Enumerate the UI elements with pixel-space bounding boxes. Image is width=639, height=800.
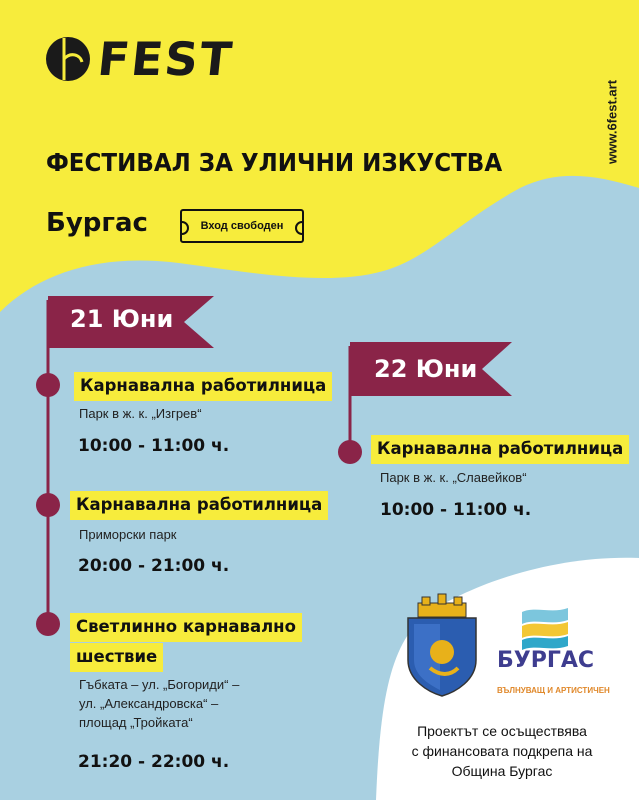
day2-event1-dot (338, 440, 362, 464)
free-entry-label: Вход свободен (200, 220, 284, 232)
website-url[interactable]: www.6fest.art (604, 79, 620, 165)
day1-event3-location-line3: площад „Тройката“ (79, 715, 193, 730)
day1-event2-name: Карнавална работилница (70, 491, 328, 520)
funding-note (392, 722, 612, 782)
day1-event1-time: 10:00 - 11:00 ч. (78, 436, 230, 456)
day1-event2-time: 20:00 - 21:00 ч. (78, 556, 230, 576)
funding-line3: Община Бургас (451, 762, 553, 779)
day2-label: 22 Юни (374, 355, 478, 383)
day2-event1-time: 10:00 - 11:00 ч. (380, 500, 532, 520)
six-logo-icon (46, 37, 90, 81)
funding-line2: с финансовата подкрепа на (411, 742, 593, 759)
day1-event1-dot (36, 373, 60, 397)
day1-event3-location-line2: ул. „Александровска“ – (79, 696, 219, 711)
day1-event1-location: Парк в ж. к. „Изгрев“ (79, 406, 202, 421)
city-name: Бургас (46, 208, 148, 238)
day1-label: 21 Юни (70, 305, 174, 333)
day2-event1-name: Карнавална работилница (371, 435, 629, 464)
poster-title: ФЕСТИВАЛ ЗА УЛИЧНИ ИЗКУСТВА (46, 148, 503, 177)
day1-event1-name: Карнавална работилница (74, 372, 332, 401)
day2-event1-location: Парк в ж. к. „Славейков“ (380, 470, 527, 485)
fest-logo-text: FEST (95, 32, 237, 86)
day1-event3-time: 21:20 - 22:00 ч. (78, 752, 230, 772)
day1-event2-location: Приморски парк (79, 527, 177, 542)
burgas-coat-of-arms-icon (408, 594, 476, 696)
burgas-brand-tagline: ВЪЛНУВАЩ И АРТИСТИЧЕН (497, 686, 610, 695)
day1-event2-dot (36, 493, 60, 517)
day1-event3-name-line1: Светлинно карнавално (70, 613, 302, 642)
free-entry-ticket (180, 209, 304, 243)
day1-event3-dot (36, 612, 60, 636)
funding-line1: Проектът се осъществява (417, 723, 587, 739)
burgas-brand-name: БУРГАС (497, 648, 595, 673)
day1-event3-name-line2: шествие (70, 643, 163, 672)
day1-event3-location-line1: Гъбката – ул. „Богориди“ – (79, 677, 240, 692)
burgas-wave-logo-icon (522, 608, 568, 650)
